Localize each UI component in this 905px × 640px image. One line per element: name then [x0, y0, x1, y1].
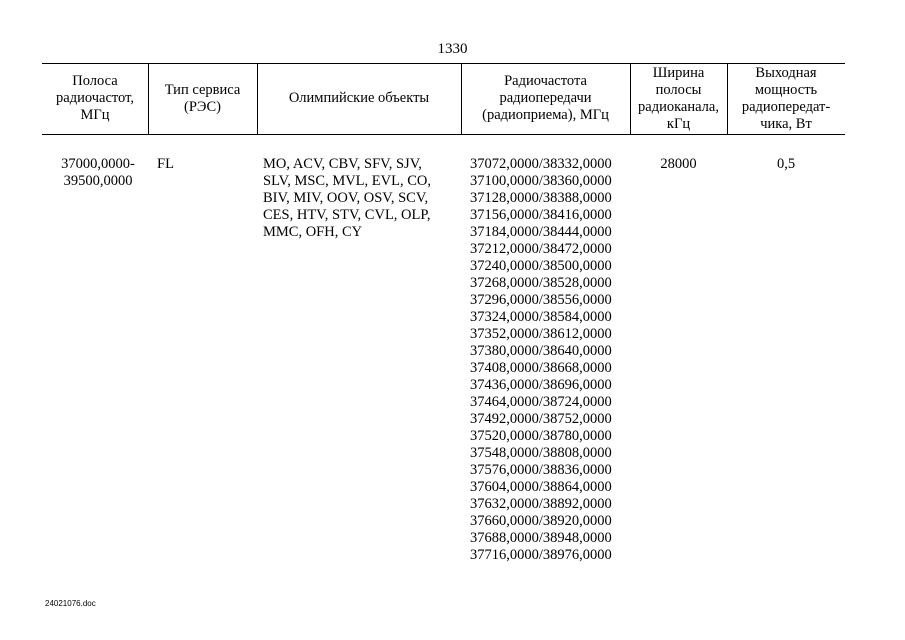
frequency-item: 37324,0000/38584,0000	[470, 309, 612, 325]
header-power: Выходная мощность радиопередат- чика, Вт	[741, 64, 831, 132]
frequency-item: 37184,0000/38444,0000	[470, 224, 612, 240]
header-objects: Олимпийские объекты	[288, 90, 430, 106]
frequency-item: 37352,0000/38612,0000	[470, 326, 612, 342]
table-header-bottom-rule	[42, 134, 845, 135]
frequency-item: 37604,0000/38864,0000	[470, 479, 612, 495]
frequency-item: 37632,0000/38892,0000	[470, 496, 612, 512]
frequency-item: 37268,0000/38528,0000	[470, 275, 612, 291]
frequency-list	[470, 156, 630, 564]
frequency-item: 37128,0000/38388,0000	[470, 190, 612, 206]
header-frequency: Радиочастота радиопередачи (радиоприема), МГц	[482, 73, 609, 123]
frequency-item: 37548,0000/38808,0000	[470, 445, 612, 461]
cell-band: 37000,0000- 39500,0000	[61, 156, 135, 189]
frequency-item: 37576,0000/38836,0000	[470, 462, 612, 478]
frequency-item: 37296,0000/38556,0000	[470, 292, 612, 308]
frequency-item: 37380,0000/38640,0000	[470, 343, 612, 359]
frequency-item: 37156,0000/38416,0000	[470, 207, 612, 223]
header-width: Ширина полосы радиоканала, кГц	[638, 64, 719, 132]
frequency-item: 37212,0000/38472,0000	[470, 241, 612, 257]
frequency-item: 37464,0000/38724,0000	[470, 394, 612, 410]
frequency-item: 37072,0000/38332,0000	[470, 156, 612, 172]
footer-filename: 24021076.doc	[45, 599, 96, 608]
frequency-item: 37436,0000/38696,0000	[470, 377, 612, 393]
cell-power: 0,5	[776, 156, 796, 172]
cell-objects: MO, ACV, CBV, SFV, SJV, SLV, MSC, MVL, EVL, CO, BIV, MIV, OOV, OSV, SCV, CES, HTV, STV, CVL, OLP, MMC, OFH, CY	[263, 156, 431, 240]
frequency-item: 37240,0000/38500,0000	[470, 258, 612, 274]
frequency-item: 37492,0000/38752,0000	[470, 411, 612, 427]
page-number: 1330	[437, 41, 468, 57]
frequency-item: 37660,0000/38920,0000	[470, 513, 612, 529]
cell-service: FL	[157, 156, 174, 172]
frequency-item: 37520,0000/38780,0000	[470, 428, 612, 444]
frequency-item: 37688,0000/38948,0000	[470, 530, 612, 546]
cell-width: 28000	[660, 156, 697, 172]
header-service: Тип сервиса (РЭС)	[164, 81, 241, 115]
frequency-item: 37716,0000/38976,0000	[470, 547, 612, 563]
frequency-item: 37408,0000/38668,0000	[470, 360, 612, 376]
frequency-item: 37100,0000/38360,0000	[470, 173, 612, 189]
header-band: Полоса радиочастот, МГц	[56, 73, 134, 123]
